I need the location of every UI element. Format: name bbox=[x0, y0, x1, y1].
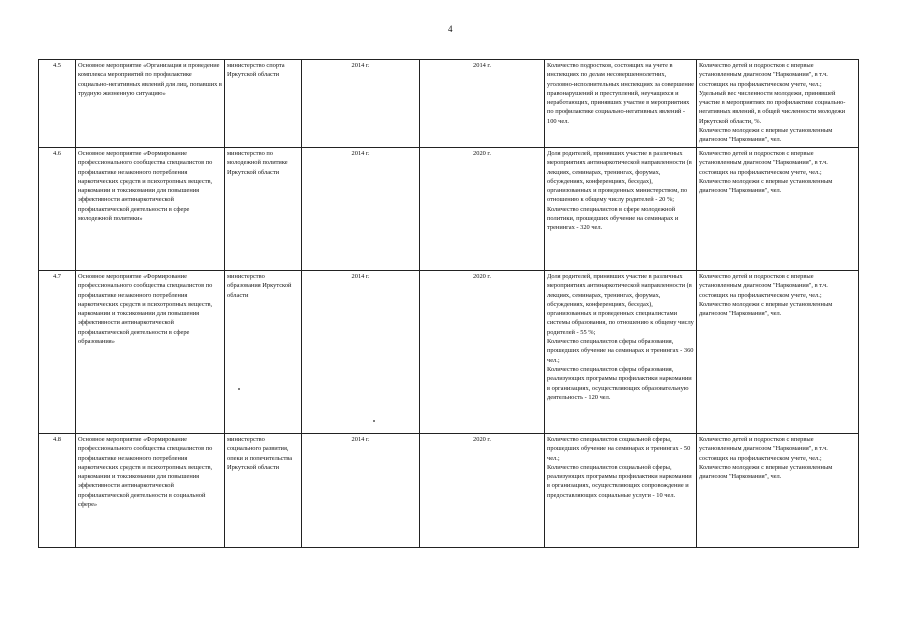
end-year: 2020 г. bbox=[420, 148, 545, 271]
target-indicators: Количество детей и подростков с впервые установленным диагнозом "Наркомания", в т.ч. состоящих на профилактическом учете, чел.; Количество молодежи с впервые установленным диагнозом "Наркомания", чел. bbox=[697, 148, 859, 271]
table-row bbox=[39, 148, 859, 271]
start-year: 2014 г. bbox=[302, 60, 420, 148]
row-number: 4.7 bbox=[39, 271, 76, 434]
scan-speck bbox=[238, 388, 240, 390]
event-name: Основное мероприятие «Организация и проведение комплекса мероприятий по профилактике социально-негативных явлений для лиц, попавших в трудную жизненную ситуацию» bbox=[76, 60, 225, 148]
page-number: 4 bbox=[448, 24, 453, 34]
expected-result: Доля родителей, принявших участие в различных мероприятиях антинаркотической направленности (в лекциях, семинарах, тренингах, форумах, обсуждениях, конференциях, беседах), организованных и проведенных министерством, по отношению к общему числу родителей - 20 %; Количество специалистов в сфере молодежной политики, прошедших обучение на семинарах и тренингах - 320 чел. bbox=[545, 148, 697, 271]
expected-result: Количество специалистов социальной сферы, прошедших обучение на семинарах и тренингах - 50 чел.; Количество специалистов социальной сферы, реализующих программы профилактики наркомании в организациях, осуществляющих сопровождение и предоставляющих социальные услуги - 10 чел. bbox=[545, 434, 697, 548]
end-year: 2020 г. bbox=[420, 271, 545, 434]
row-number: 4.8 bbox=[39, 434, 76, 548]
start-year: 2014 г. bbox=[302, 434, 420, 548]
executor: министерство по молодежной политике Иркутской области bbox=[225, 148, 302, 271]
row-number: 4.6 bbox=[39, 148, 76, 271]
executor: министерство образования Иркутской области bbox=[225, 271, 302, 434]
executor: министерство спорта Иркутской области bbox=[225, 60, 302, 148]
table-row bbox=[39, 60, 859, 148]
expected-result: Доля родителей, принявших участие в различных мероприятиях антинаркотической направленности (в лекциях, семинарах, тренингах, форумах, обсуждениях, конференциях, беседах), организованных и проведенных специалистами системы образования, по отношению к общему числу родителей - 55 %; Количество специалистов сферы образования, прошедших обучение на семинарах и тренингах - 360 чел.; Количество специалистов сферы образования, реализующих программы профилактики наркомании в организациях, осуществляющих образовательную деятельность - 120 чел. bbox=[545, 271, 697, 434]
start-year: 2014 г. bbox=[302, 148, 420, 271]
event-name: Основное мероприятие «Формирование профессионального сообщества специалистов по профилактике незаконного потребления наркотических средств и психотропных веществ, наркомании и токсикомании для повышения эффективности антинаркотической профилактической деятельности в социальной сфере» bbox=[76, 434, 225, 548]
target-indicators: Количество детей и подростков с впервые установленным диагнозом "Наркомания", в т.ч. состоящих на профилактическом учете, чел.; Количество молодежи с впервые установленным диагнозом "Наркомания", чел. bbox=[697, 434, 859, 548]
program-table bbox=[38, 59, 859, 548]
target-indicators: Количество детей и подростков с впервые установленным диагнозом "Наркомания", в т.ч. состоящих на профилактическом учете, чел.; Количество молодежи с впервые установленным диагнозом "Наркомания", чел. bbox=[697, 271, 859, 434]
scan-speck bbox=[373, 420, 375, 422]
executor: министерство социального развития, опеки и попечительства Иркутской области bbox=[225, 434, 302, 548]
expected-result: Количество подростков, состоящих на учете в инспекциях по делам несовершеннолетних, уголовно-исполнительных инспекциях за совершение правонарушений и преступлений, неучащихся и неработающих, принявших участие в мероприятиях по профилактике социально-негативных явлений - 100 чел. bbox=[545, 60, 697, 148]
row-number: 4.5 bbox=[39, 60, 76, 148]
table-row bbox=[39, 271, 859, 434]
start-year: 2014 г. bbox=[302, 271, 420, 434]
end-year: 2020 г. bbox=[420, 434, 545, 548]
event-name: Основное мероприятие «Формирование профессионального сообщества специалистов по профилактике незаконного потребления наркотических средств и психотропных веществ, наркомании и токсикомании для повышения эффективности антинаркотической профилактической деятельности в сфере молодежной политики» bbox=[76, 148, 225, 271]
event-name: Основное мероприятие «Формирование профессионального сообщества специалистов по профилактике незаконного потребления наркотических средств и психотропных веществ, наркомании и токсикомании для повышения эффективности антинаркотической профилактической деятельности в сфере образования» bbox=[76, 271, 225, 434]
table-row bbox=[39, 434, 859, 548]
end-year: 2014 г. bbox=[420, 60, 545, 148]
target-indicators: Количество детей и подростков с впервые установленным диагнозом "Наркомания", в т.ч. состоящих на профилактическом учете, чел.; Удельный вес численности молодежи, принявшей участие в мероприятиях по профилактике социально-негативных явлений, в общей численности молодежи Иркутской области, %. Количество молодежи с впервые установленным диагнозом "Наркомания", чел. bbox=[697, 60, 859, 148]
